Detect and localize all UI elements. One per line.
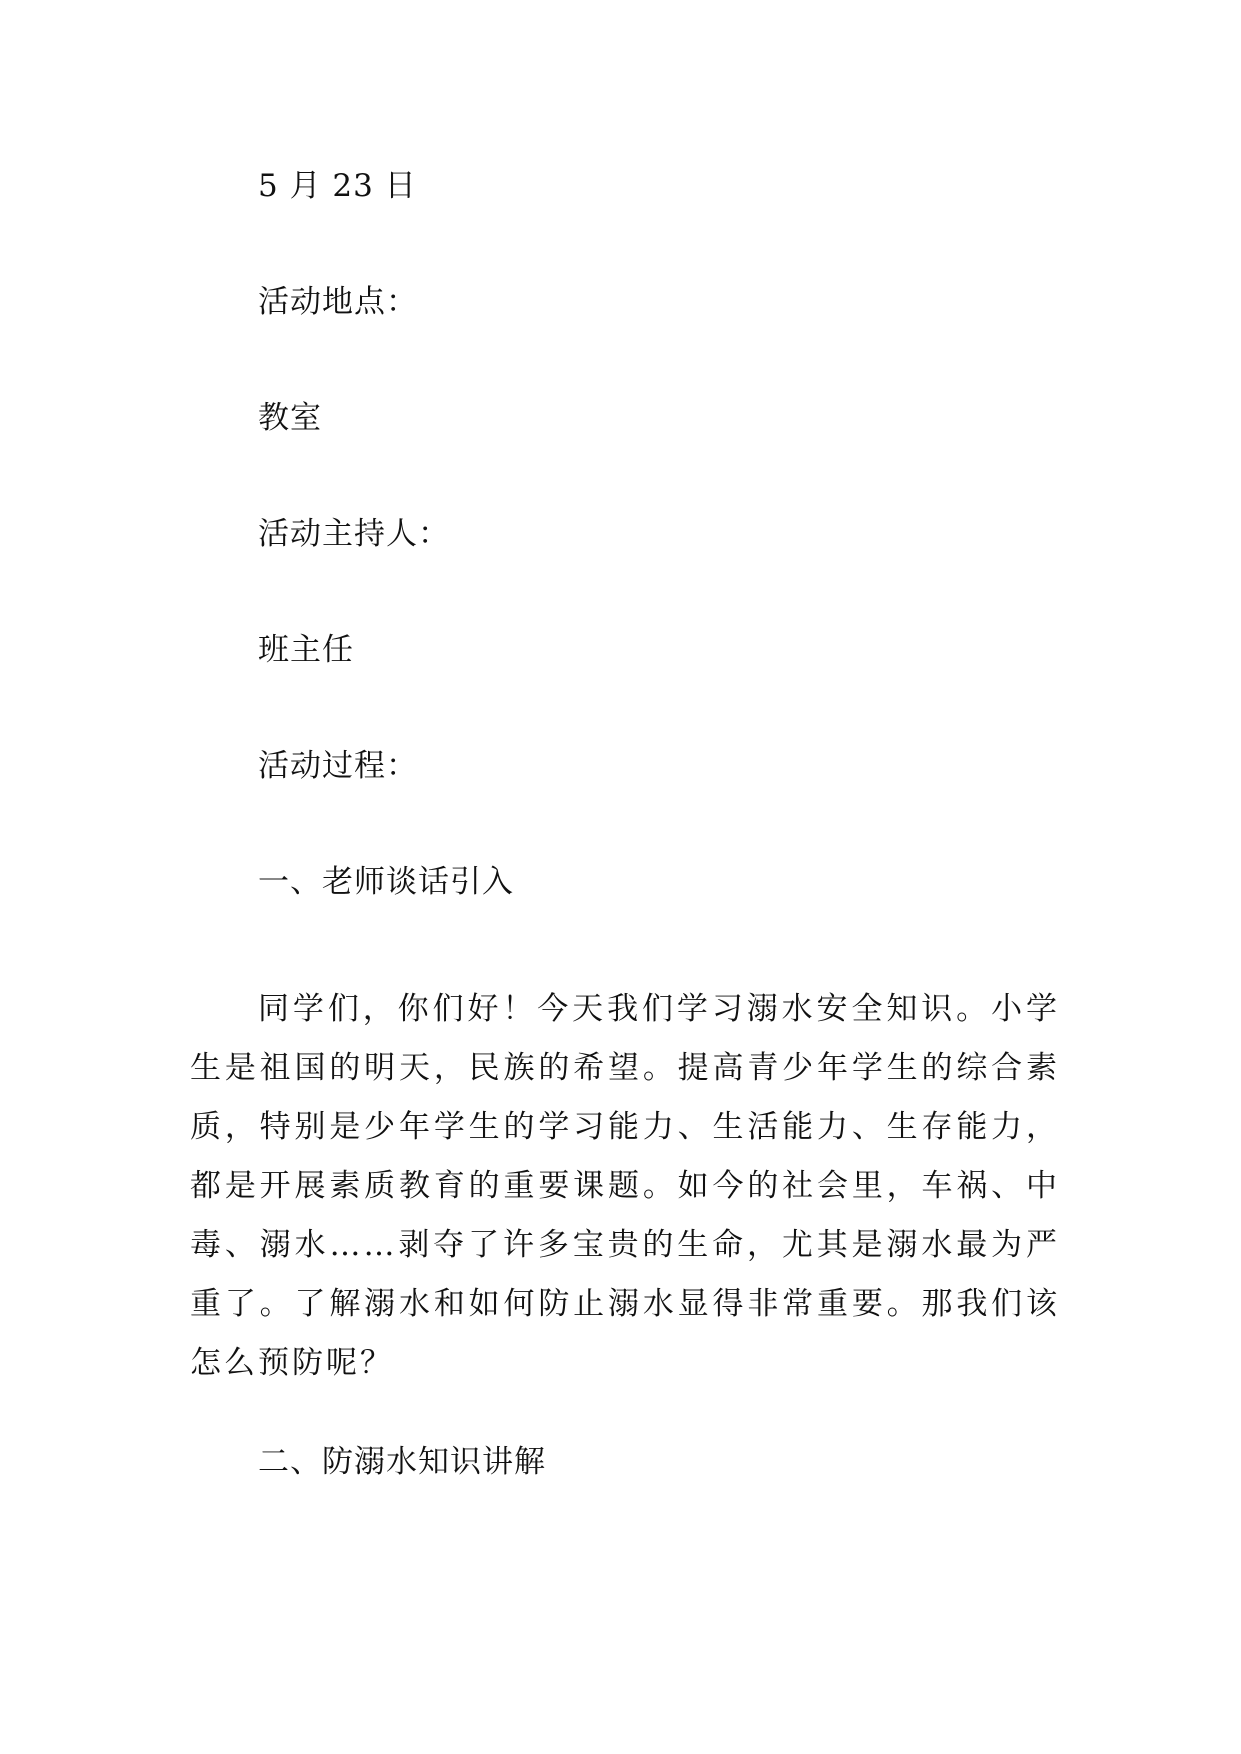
section-1-body: 同学们，你们好！今天我们学习溺水安全知识。小学生是祖国的明天，民族的希望。提高青少年学生的综合素质，特别是少年学生的学习能力、生活能力、生存能力，都是开展素质教育的重要课题。如今的社会里，车祸、中毒、溺水……剥夺了许多宝贵的生命，尤其是溺水最为严重了。了解溺水和如何防止溺水显得非常重要。那我们该怎么预防呢？ [190, 991, 1060, 1381]
location-value: 教室 [258, 400, 322, 436]
host-value: 班主任 [258, 632, 354, 668]
location-label: 活动地点： [258, 284, 418, 320]
process-label: 活动过程： [258, 748, 418, 784]
host-label: 活动主持人： [258, 516, 450, 552]
section-2-heading: 二、防溺水知识讲解 [258, 1444, 546, 1480]
section-1-heading: 一、老师谈话引入 [258, 864, 514, 900]
activity-date: 5 月 23 日 [258, 168, 417, 204]
